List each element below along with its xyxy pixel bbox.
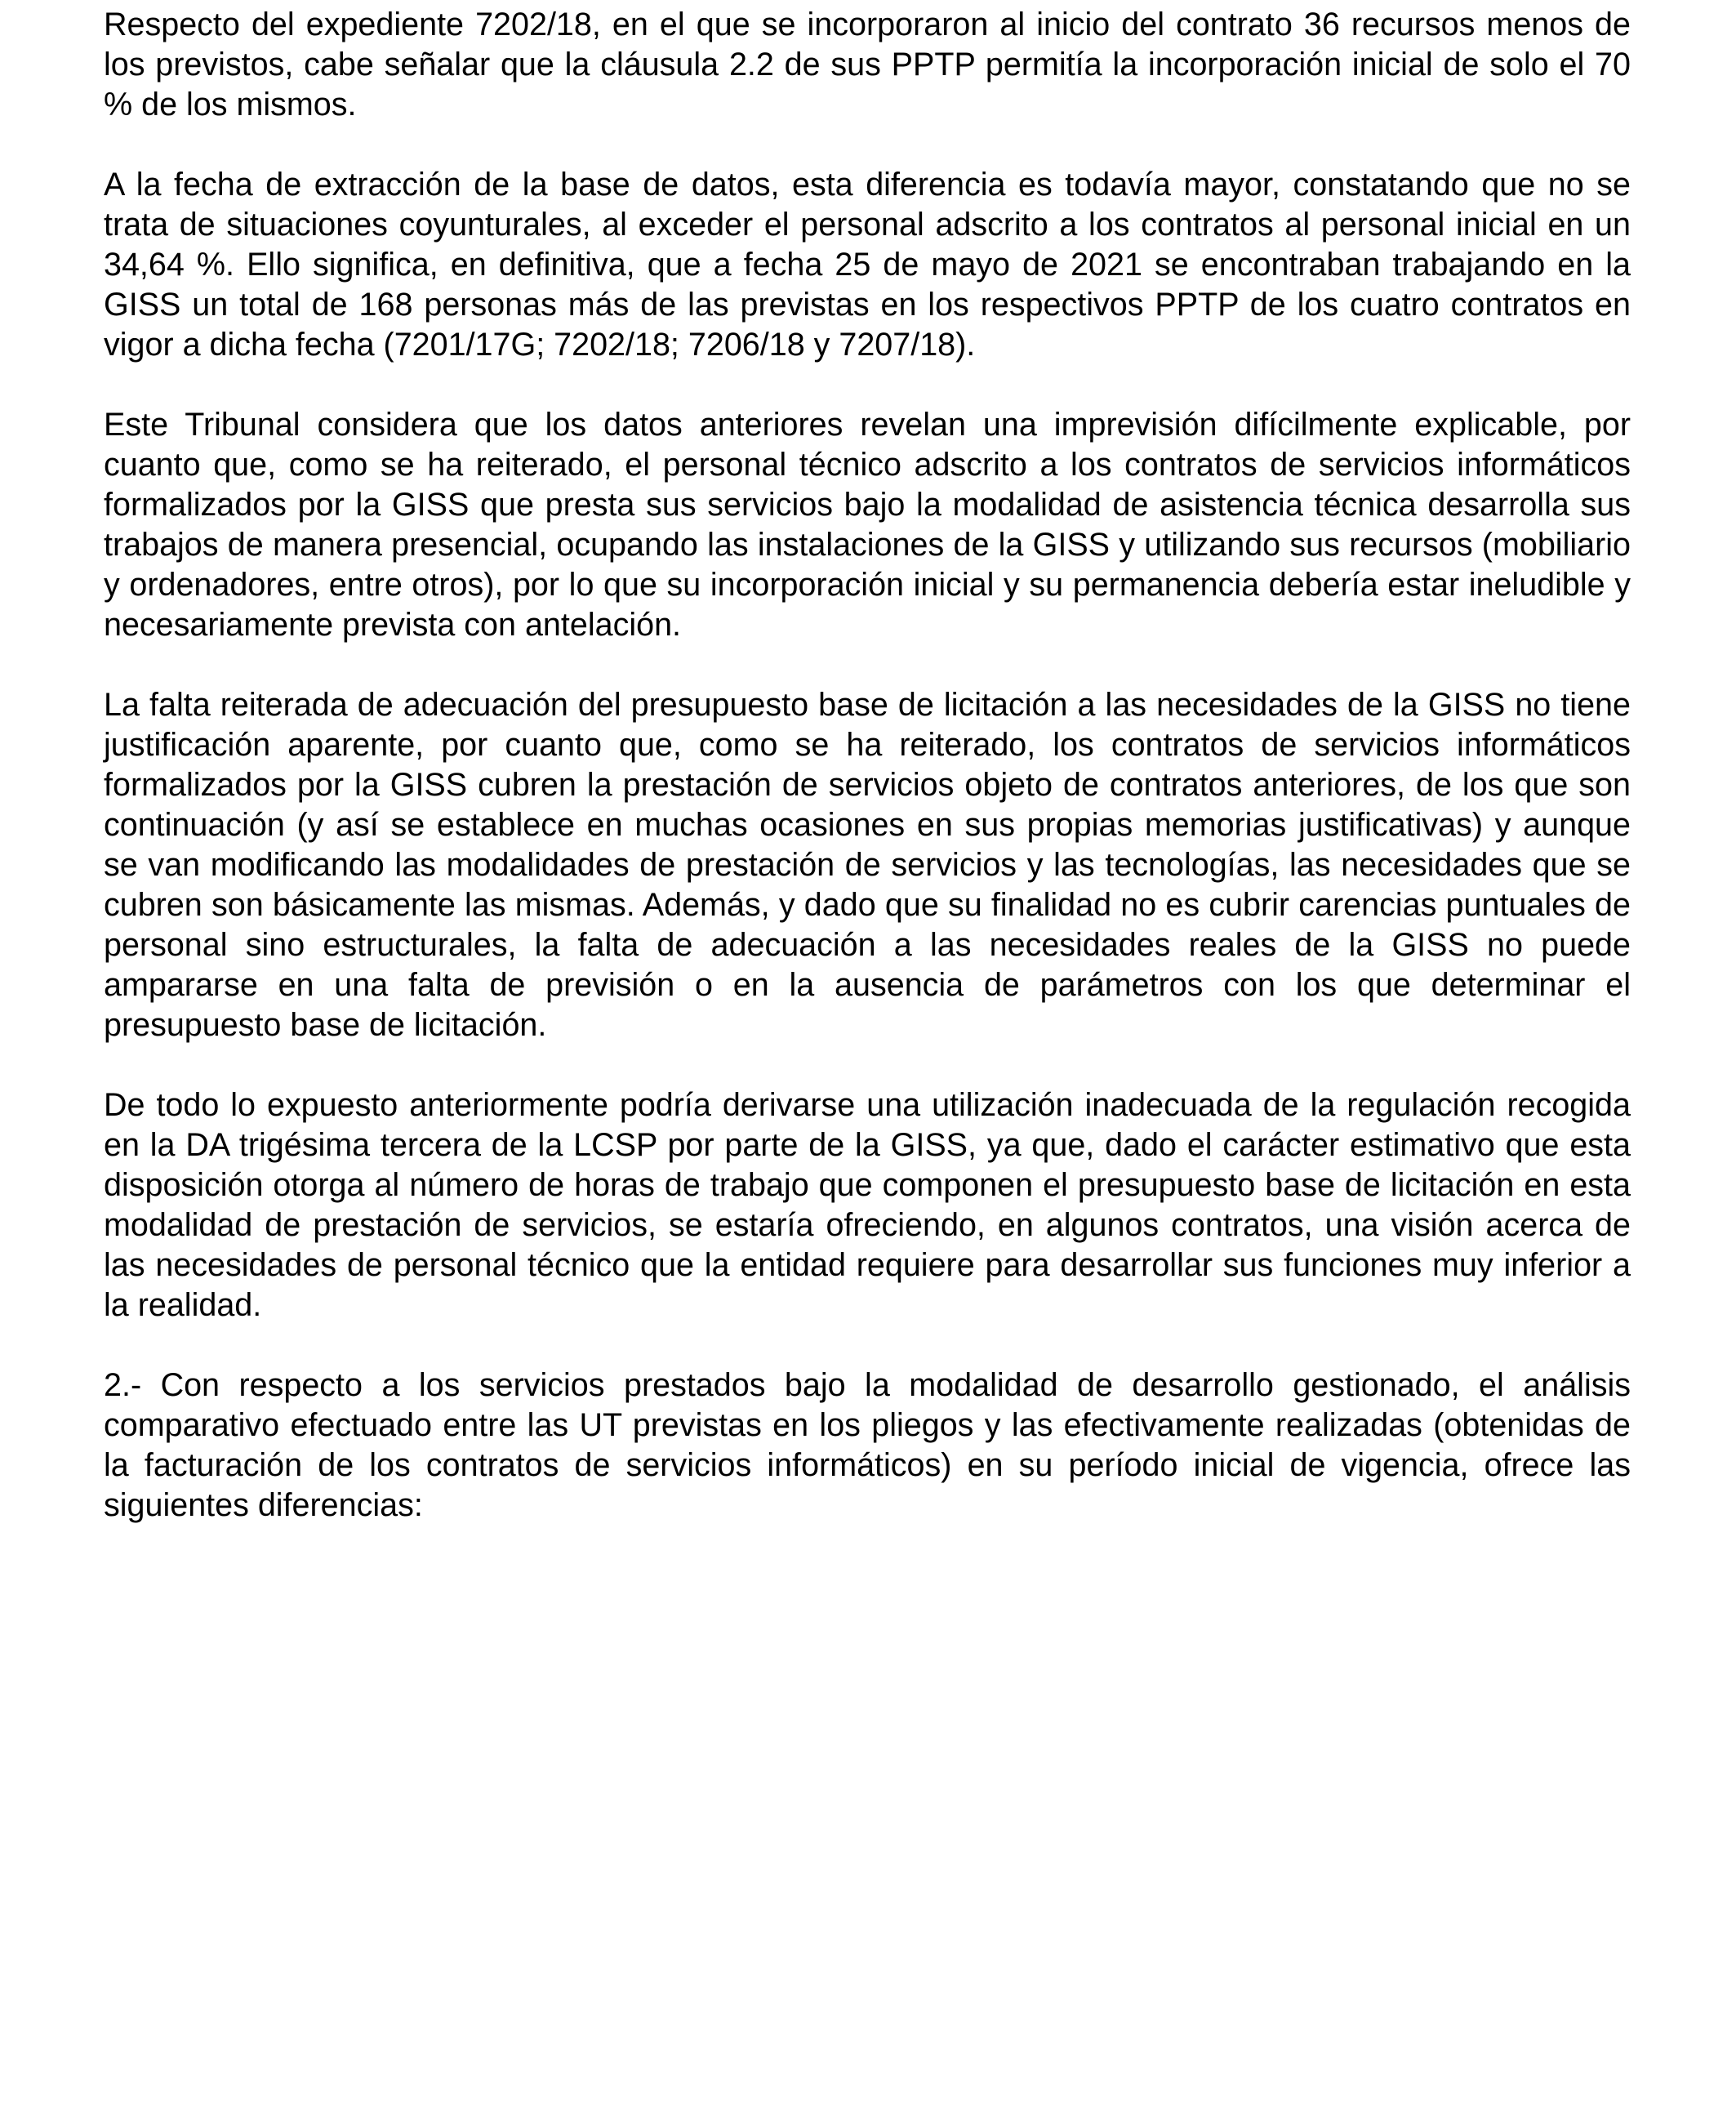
paragraph-expediente-7202: Respecto del expediente 7202/18, en el que se incorporaron al inicio del contrato 36 recursos menos de los previstos, cabe señalar que la cláusula 2.2 de sus PPTP permitía la incorporación inicial de solo el 70 % de los mismos. [104,7,1631,123]
paragraph-imprevision: Este Tribunal considera que los datos anteriores revelan una imprevisión difícilmente explicable, por cuanto que, como se ha reiterado, el personal técnico adscrito a los contratos de servicios informáticos formalizados por la GISS que presta sus servicios bajo la modalidad de asistencia técnica desarrolla sus trabajos de manera presencial, ocupando las instalaciones de la GISS y utilizando sus recursos (mobiliario y ordenadores, entre otros), por lo que su incorporación inicial y su permanencia debería estar ineludible y necesariamente prevista con antelación. [104,407,1631,643]
paragraph-utilizacion-inadecuada: De todo lo expuesto anteriormente podría derivarse una utilización inadecuada de la regulación recogida en la DA trigésima tercera de la LCSP por parte de la GISS, ya que, dado el carácter estimativo que esta disposición otorga al número de horas de trabajo que componen el presupuesto base de licitación en esta modalidad de prestación de servicios, se estaría ofreciendo, en algunos contratos, una visión acerca de las necesidades de personal técnico que la entidad requiere para desarrollar sus funciones muy inferior a la realidad. [104,1087,1631,1323]
document-page [104,5,1631,1566]
paragraph-falta-adecuacion: La falta reiterada de adecuación del presupuesto base de licitación a las necesidades de la GISS no tiene justificación aparente, por cuanto que, como se ha reiterado, los contratos de servicios informáticos formalizados por la GISS cubren la prestación de servicios objeto de contratos anteriores, de los que son continuación (y así se establece en muchas ocasiones en sus propias memorias justificativas) y aunque se van modificando las modalidades de prestación de servicios y las tecnologías, las necesidades que se cubren son básicamente las mismas. Además, y dado que su finalidad no es cubrir carencias puntuales de personal sino estructurales, la falta de adecuación a las necesidades reales de la GISS no puede ampararse en una falta de previsión o en la ausencia de parámetros con los que determinar el presupuesto base de licitación. [104,687,1631,1043]
paragraph-fecha-extraccion: A la fecha de extracción de la base de datos, esta diferencia es todavía mayor, constatando que no se trata de situaciones coyunturales, al exceder el personal adscrito a los contratos al personal inicial en un 34,64 %. Ello significa, en definitiva, que a fecha 25 de mayo de 2021 se encontraban trabajando en la GISS un total de 168 personas más de las previstas en los respectivos PPTP de los cuatro contratos en vigor a dicha fecha (7201/17G; 7202/18; 7206/18 y 7207/18). [104,167,1631,363]
paragraph-desarrollo-gestionado: 2.- Con respecto a los servicios prestados bajo la modalidad de desarrollo gestionado, el análisis comparativo efectuado entre las UT previstas en los pliegos y las efectivamente realizadas (obtenidas de la facturación de los contratos de servicios informáticos) en su período inicial de vigencia, ofrece las siguientes diferencias: [104,1367,1631,1523]
